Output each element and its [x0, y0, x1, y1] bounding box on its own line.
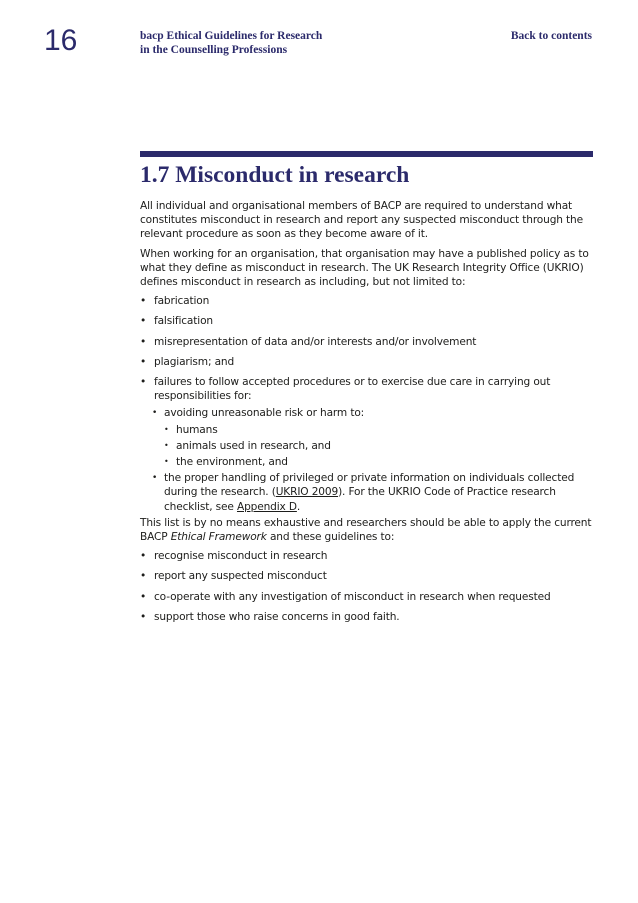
list-item: • fabrication [140, 294, 595, 308]
page-number: 16 [44, 24, 78, 57]
sub-list-item [152, 406, 595, 469]
ukrio-2009-link[interactable]: UKRIO 2009 [275, 486, 339, 499]
sub-list-item-text: avoiding unreasonable risk or harm to: [164, 407, 365, 420]
sub-list-item [152, 471, 595, 514]
paragraph-members: All individual and organisational members of BACP are required to understand what constitutes misconduct in research and report any suspected misconduct through the relevant procedure as soon as they become aware of it. [140, 200, 583, 241]
appendix-d-link[interactable]: Appendix D [236, 500, 297, 513]
list-item: • recognise misconduct in research [140, 549, 595, 563]
section-divider [140, 151, 593, 157]
list-item: • co-operate with any investigation of misconduct in research when requested [140, 590, 595, 604]
list-item: • report any suspected misconduct [140, 569, 595, 583]
document-title [140, 29, 322, 57]
list-item [140, 375, 595, 514]
list-item: • plagiarism; and [140, 355, 595, 369]
sub-list-item-text: the proper handling of privileged or private information on individuals collected during the research. ( [164, 472, 575, 499]
misconduct-list [140, 294, 595, 514]
list-item-text: failures to follow accepted procedures or to exercise due care in carrying out responsibilities for: [154, 376, 551, 403]
back-to-contents-link[interactable]: Back to contents [510, 30, 592, 42]
list-item: • support those who raise concerns in good faith. [140, 610, 595, 624]
list-item: • falsification [140, 314, 595, 328]
sub-list-item-text: ). For the UKRIO Code of Practice research checklist, see [164, 486, 556, 513]
sub-list-item-text: . [296, 500, 301, 513]
section-heading: 1.7 Misconduct in research [140, 162, 410, 188]
responsibilities-list [152, 406, 595, 513]
paragraph-text: and these guidelines to: [266, 531, 395, 544]
harm-list [164, 423, 595, 470]
apply-guidelines-list [140, 549, 595, 624]
document-title-line-1: bacp Ethical Guidelines for Research [140, 30, 323, 42]
sub-sub-list-item: • humans [164, 423, 595, 437]
sub-sub-list-item: • the environment, and [164, 455, 595, 469]
ethical-framework-title: Ethical Framework [170, 531, 267, 544]
document-title-line-2: in the Counselling Professions [140, 44, 288, 56]
paragraph-exhaustive [140, 516, 595, 544]
list-item: • misrepresentation of data and/or interests and/or involvement [140, 335, 595, 349]
section-content [140, 160, 595, 630]
paragraph-text: This list is by no means exhaustive and researchers should be able to apply the current BACP [140, 516, 592, 544]
paragraph-organisation: When working for an organisation, that organisation may have a published policy as to what they define as misconduct in research. The UK Research Integrity Office (UKRIO) defines misconduct in research as including, but not limited to: [140, 247, 589, 289]
sub-sub-list-item: • animals used in research, and [164, 439, 595, 453]
